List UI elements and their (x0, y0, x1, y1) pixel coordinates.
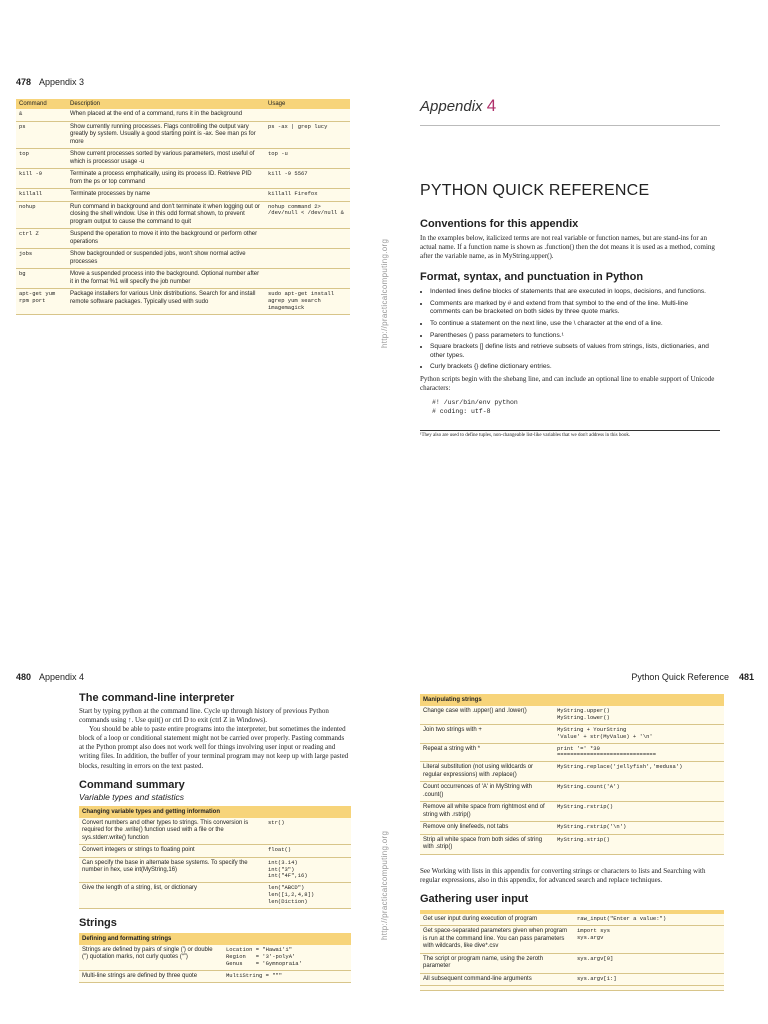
manipulating-table-title: Manipulating strings (420, 694, 724, 706)
description-cell: Remove all white space from rightmost end of string with .rstrip() (420, 802, 554, 822)
table-row (79, 883, 351, 909)
col-header-command: Command (16, 99, 67, 109)
see-also-paragraph: See Working with lists in this appendix for converting strings or characters to lists and Searching with regular expressions, also in this appendix, for advanced search and replace techniques. (420, 866, 706, 884)
col-header-usage: Usage (265, 99, 350, 109)
code-line: #! /usr/bin/env python (432, 398, 518, 406)
interpreter-heading: The command-line interpreter (79, 692, 235, 704)
description-cell: Convert numbers and other types to strings. This conversion is required for the .write() function used with a file or the sys.stderr.write() function (79, 818, 265, 845)
page-481-body (420, 694, 724, 991)
code-cell: Location = "Hawai'i" Region = '3'-polyA' Genus = 'Gymnopraia' (223, 945, 351, 970)
description-cell: Give the length of a string, list, or dictionary (79, 883, 265, 909)
description-cell: Strip all white space from both sides of string with .strip() (420, 834, 554, 854)
description-cell: Can specify the base in alternate base systems. To specify the number in hex, use int(MyString,16) (79, 857, 265, 883)
command-summary-heading: Command summary (79, 778, 185, 791)
running-head-text: Appendix 4 (39, 672, 85, 682)
code-line: # coding: utf-8 (432, 408, 491, 416)
code-cell: len("ABCD") len([1,2,4,8]) len(Diction) (265, 883, 351, 909)
table-row (16, 109, 350, 121)
table-row (16, 189, 350, 202)
page-number: 481 (738, 672, 754, 682)
page-number: 480 (16, 672, 32, 682)
usage-cell: ps -ax | grep lucy (265, 121, 350, 149)
page-title: PYTHON QUICK REFERENCE (420, 182, 650, 199)
usage-cell (265, 269, 350, 289)
code-cell: MyString.strip() (554, 834, 724, 854)
col-header-description: Description (67, 99, 265, 109)
table-row (16, 269, 350, 289)
description-cell: Run command in background and don't terminate it when logging out or closing the shell window. Use in this odd format shown, to prevent program output to cause the command to quit (67, 201, 265, 229)
running-head-478 (16, 77, 84, 87)
spread-gap (0, 512, 768, 662)
table-row (16, 229, 350, 249)
code-cell: sys.argv[1:] (574, 973, 724, 986)
description-cell: Terminate a process emphatically, using its process ID. Retrieve PID from the ps or top command (67, 169, 265, 189)
table-row (420, 802, 724, 822)
code-cell (574, 986, 724, 991)
interpreter-paragraph-2: You should be able to paste entire programs into the interpreter, but sometimes the indented block of a loop or conditional statement might not be carried over properly. Pasting commands at the Python prompt also does not work well for things involving user input or reading and writing files. In addition, the buffer of your terminal program may not keep up with large pasted blocks, resulting in errors on the text pasted. (79, 725, 349, 770)
variable-types-subheading: Variable types and statistics (79, 791, 185, 802)
running-head-text: Appendix 3 (39, 77, 85, 87)
table-row (420, 926, 724, 954)
conventions-section (420, 218, 720, 440)
conventions-paragraph: In the examples below, italicized terms are not real variable or function names, but are stand-ins for an actual name. If a function name is shown as .function() then the dot means it is used as a method, coming after the variable name, as in MyString.upper(). (420, 234, 715, 261)
table-row (420, 834, 724, 854)
description-cell (420, 986, 574, 991)
description-cell: Show current processes sorted by various parameters, most useful of which is processor usage -u (67, 149, 265, 169)
command-cell: kill -9 (16, 169, 67, 189)
usage-cell (265, 109, 350, 121)
user-input-heading: Gathering user input (420, 892, 529, 905)
format-heading: Format, syntax, and punctuation in Python (420, 271, 644, 284)
description-cell: When placed at the end of a command, runs it in the background (67, 109, 265, 121)
code-cell: str() (265, 818, 351, 845)
usage-cell: sudo apt-get install agrep yum search imagemagick (265, 289, 350, 315)
code-cell: int(3.14) int("3") int("4F",16) (265, 857, 351, 883)
table-row (16, 249, 350, 269)
command-cell: killall (16, 189, 67, 202)
code-cell: MyString.count('A') (554, 782, 724, 802)
table-row (420, 822, 724, 835)
code-cell: float() (265, 845, 351, 858)
strings-heading: Strings (79, 916, 117, 929)
code-cell: MyString.upper() MyString.lower() (554, 706, 724, 724)
strings-table-title: Defining and formatting strings (79, 933, 351, 945)
code-cell: MyString.rstrip() (554, 802, 724, 822)
usage-cell: kill -9 5567 (265, 169, 350, 189)
bottom-spread (0, 662, 768, 1024)
code-cell: MyString + YourString 'Value' + str(MyValue) + '\n' (554, 724, 724, 743)
table-row (79, 970, 351, 983)
strings-table (79, 933, 351, 983)
bullet-item: • Indented lines define blocks of statements that are executed in loops, decisions, and functions. (430, 288, 720, 297)
command-cell: top (16, 149, 67, 169)
command-cell: & (16, 109, 67, 121)
table-row (420, 953, 724, 973)
page-number: 478 (16, 77, 32, 87)
table-row (79, 845, 351, 858)
bullet-item: • To continue a statement on the next line, use the \ character at the end of a line. (430, 320, 720, 329)
table-row (420, 973, 724, 986)
description-cell: Multi-line strings are defined by three quote (79, 970, 223, 983)
table-row (79, 818, 351, 845)
description-cell: Suspend the operation to move it into the background or perform other operations (67, 229, 265, 249)
variables-table-title: Changing variable types and getting information (79, 806, 351, 818)
code-cell: import sys sys.argv (574, 926, 724, 954)
table-row (420, 986, 724, 991)
command-cell: bg (16, 269, 67, 289)
page-480-body (79, 692, 351, 983)
interpreter-paragraph-1: Start by typing python at the command line. Cycle up through history of previous Python commands using ↑. Use quit() or ctrl D to exit (ctrl Z in Windows). (79, 707, 329, 725)
code-cell: MultiString = """ (223, 970, 351, 983)
running-head-480 (16, 672, 84, 682)
usage-cell: nohup command 2> /dev/null < /dev/null & (265, 201, 350, 229)
bullet-item: • Parentheses () pass parameters to functions.¹ (430, 332, 720, 341)
table-row (420, 762, 724, 782)
description-cell: Remove only linefeeds, not tabs (420, 822, 554, 835)
table-row (16, 201, 350, 229)
usage-cell (265, 249, 350, 269)
running-head-text: Python Quick Reference (631, 672, 729, 682)
table-row (16, 169, 350, 189)
table-row (420, 706, 724, 724)
bullet-item: • Square brackets [] define lists and retrieve subsets of values from strings, lists, dictionaries, and other types. (430, 343, 720, 360)
description-cell: All subsequent command-line arguments (420, 973, 574, 986)
manipulating-table (420, 694, 724, 855)
description-cell: Change case with .upper() and .lower() (420, 706, 554, 724)
table-row (420, 914, 724, 926)
description-cell: The script or program name, using the zeroth parameter (420, 953, 574, 973)
commands-table-478 (16, 99, 350, 315)
description-cell: Repeat a string with * (420, 743, 554, 762)
table-row (420, 743, 724, 762)
side-url-479: http://practicalcomputing.org (380, 238, 389, 348)
description-cell: Get space-separated parameters given when program is run at the command line. You can pass parameters with wildcards, like dive*.csv (420, 926, 574, 954)
usage-cell (265, 229, 350, 249)
table-row (420, 782, 724, 802)
table-row (79, 857, 351, 883)
command-cell: ps (16, 121, 67, 149)
title-divider (420, 125, 720, 126)
command-cell: jobs (16, 249, 67, 269)
input-table (420, 910, 724, 992)
description-cell: Terminate processes by name (67, 189, 265, 202)
table-row (79, 945, 351, 970)
code-cell: sys.argv[0] (574, 953, 724, 973)
code-block (432, 398, 720, 416)
running-head-481 (631, 672, 754, 682)
appendix-word: Appendix (420, 98, 483, 115)
description-cell: Join two strings with + (420, 724, 554, 743)
command-cell: apt-get yum rpm port (16, 289, 67, 315)
bullet-item: • Comments are marked by # and extend from that symbol to the end of the line. Multi-line comments can be bracketed on both sides by three quote marks. (430, 300, 720, 317)
description-cell: Show backgrounded or suspended jobs, won't show normal active processes (67, 249, 265, 269)
appendix-number: 4 (486, 96, 497, 115)
description-cell: Convert integers or strings to floating point (79, 845, 265, 858)
description-cell: Package installers for various Unix distributions. Search for and install remote software packages. Typically used with sudo (67, 289, 265, 315)
table-row (16, 121, 350, 149)
code-cell: print '=' *30 ============================== (554, 743, 724, 762)
appendix-heading (420, 96, 496, 116)
description-cell: Count occurrences of 'A' in MyString with .count() (420, 782, 554, 802)
command-cell: nohup (16, 201, 67, 229)
code-cell: MyString.replace('jellyfish','medusa') (554, 762, 724, 782)
shebang-paragraph: Python scripts begin with the shebang line, and can include an optional line to enable support of Unicode characters: (420, 374, 715, 392)
bullet-item: • Curly brackets {} define dictionary entries. (430, 363, 720, 372)
description-cell: Literal substitution (not using wildcards or regular expressions) with .replace() (420, 762, 554, 782)
command-cell: ctrl Z (16, 229, 67, 249)
description-cell: Get user input during execution of program (420, 914, 574, 926)
usage-cell: top -u (265, 149, 350, 169)
description-cell: Show currently running processes. Flags controlling the output vary greatly by system. Usually a good starting point is -ax. See man ps for more (67, 121, 265, 149)
conventions-heading: Conventions for this appendix (420, 218, 579, 230)
side-url-480: http://practicalcomputing.org (380, 830, 389, 940)
footnote: ¹They also are used to define tuples, non-changeable list-like variables that we don't address in this book. (420, 430, 720, 440)
table-row (16, 289, 350, 315)
format-bullets (420, 288, 720, 372)
code-cell: raw_input("Enter a value:") (574, 914, 724, 926)
table-row (420, 724, 724, 743)
code-cell: MyString.rstrip('\n') (554, 822, 724, 835)
usage-cell: killall Firefox (265, 189, 350, 202)
description-cell: Strings are defined by pairs of single (') or double (") quotation marks, not curly quotes (“”) (79, 945, 223, 970)
description-cell: Move a suspended process into the background. Optional number after it in the format %1 will specify the job number (67, 269, 265, 289)
variables-table (79, 806, 351, 909)
table-row (16, 149, 350, 169)
